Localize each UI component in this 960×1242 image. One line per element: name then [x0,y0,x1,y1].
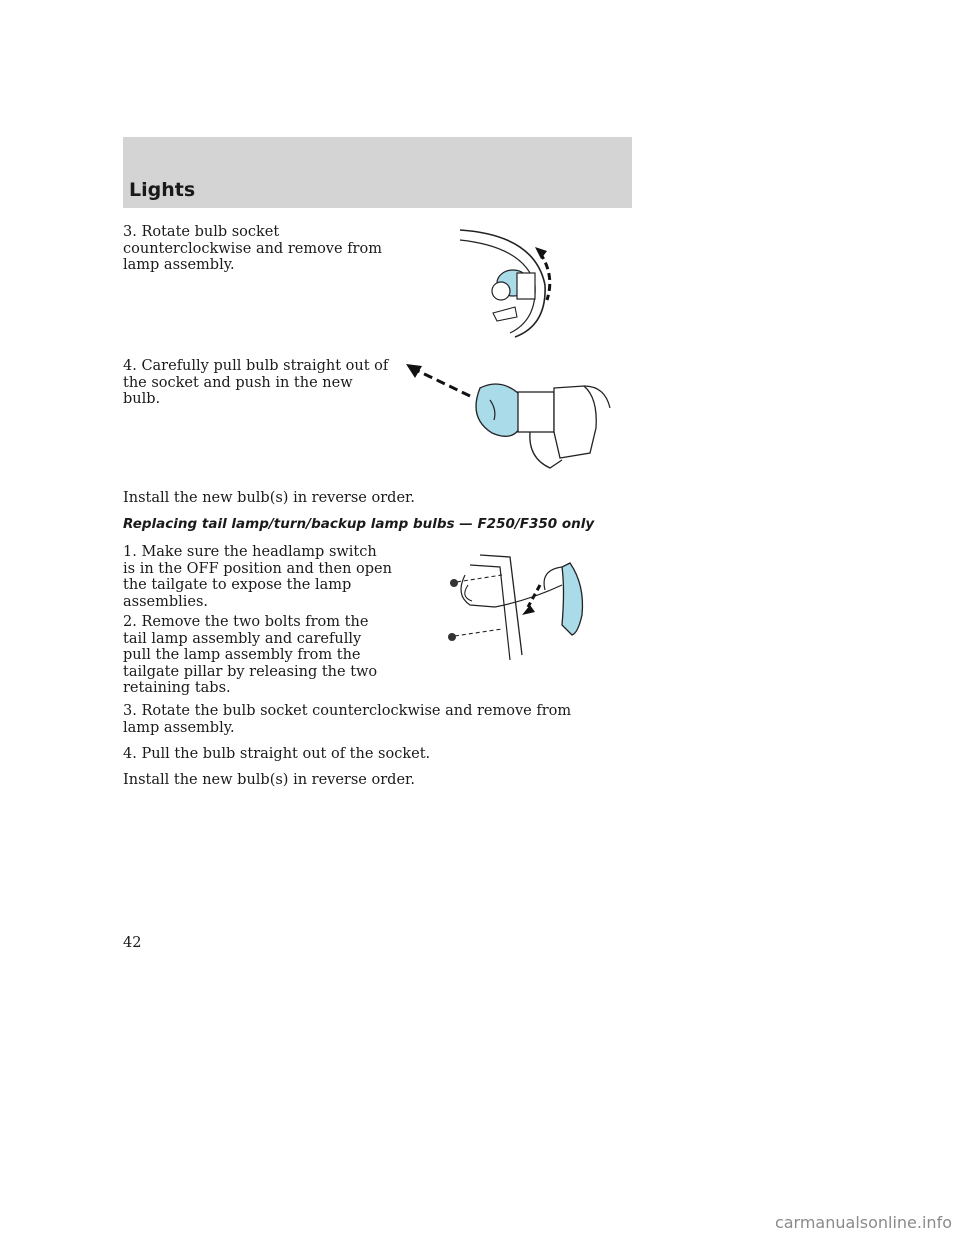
bulb-removal-icon [400,358,615,483]
step-pull-bulb-2: 4. Pull the bulb straight out of the socket. [123,746,431,762]
tail-lamp-removal-icon [440,545,590,665]
section-title: Lights [129,179,196,201]
section-header [123,137,632,208]
socket-rotate-icon [455,225,575,340]
step-remove-bolts: 2. Remove the two bolts from the tail lamp assembly and carefully pull the lamp assembly from the tailgate pillar by releasing the two retaining tabs. [123,614,378,696]
step-rotate-socket: 3. Rotate bulb socket counterclockwise and remove from lamp assembly. [123,224,382,273]
install-note: Install the new bulb(s) in reverse order. [123,490,415,506]
subheading: Replacing tail lamp/turn/backup lamp bulbs — F250/F350 only [123,516,595,532]
watermark: carmanualsonline.info [774,1213,952,1232]
page-number: 42 [123,935,142,951]
install-note-2: Install the new bulb(s) in reverse order. [123,772,415,788]
step-pull-bulb: 4. Carefully pull bulb straight out of the socket and push in the new bulb. [123,358,389,407]
step-headlamp-switch: 1. Make sure the headlamp switch is in the OFF position and then open the tailgate to expose the lamp assemblies. [123,544,392,610]
step-rotate-socket-2: 3. Rotate the bulb socket counterclockwise and remove from lamp assembly. [123,703,572,736]
